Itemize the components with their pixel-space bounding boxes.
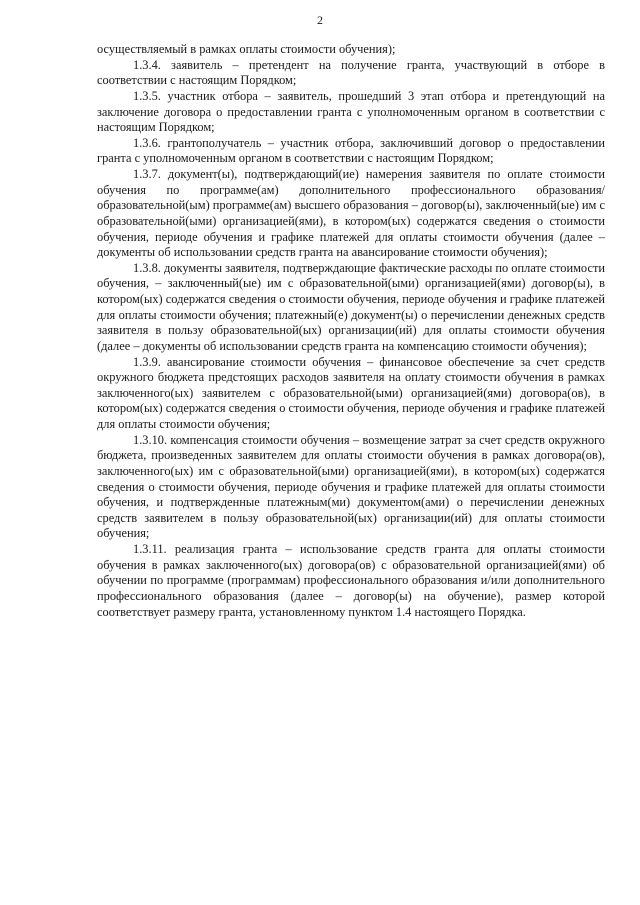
paragraph-1-3-9: 1.3.9. авансирование стоимости обучения – финансовое обеспечение за счет средств окружного бюджета предстоящих расходов заявителя на оплату стоимости обучения в рамках заключенного(ых) заявителем с образовательной(ыми) организацией(ями) договора(ов), в котором(ых) содержатся сведения о стоимости обучения, периоде обучения и графике платежей для оплаты стоимости обучения; <box>97 354 605 431</box>
paragraph-1-3-11: 1.3.11. реализация гранта – использование средств гранта для оплаты стоимости обучения в рамках заключенного(ых) договора(ов) с образовательной организацией(ями) об обучении по программе (программам) профессионального образования и/или дополнительного профессионального образования (далее – договор(ы) на обучение), размер которой соответствует размеру гранта, установленному пунктом 1.4 настоящего Порядка. <box>97 542 605 619</box>
paragraph-1-3-6: 1.3.6. грантополучатель – участник отбора, заключивший договор о предоставлении гранта с уполномоченным органом в соответствии с настоящим Порядком; <box>97 135 605 166</box>
paragraph-1-3-10: 1.3.10. компенсация стоимости обучения – возмещение затрат за счет средств окружного бюджета, произведенных заявителем для оплаты стоимости обучения в рамках договора(ов), заключенного(ых) им с образовательной(ыми) организацией(ями), в котором(ых) содержатся сведения о стоимости обучения, периоде обучения и графике платежей для оплаты стоимости обучения, и подтвержденные платежным(ми) документом(ами) о перечислении денежных средств заявителем в пользу образовательной(ых) организации(ий) для оплаты стоимости обучения; <box>97 432 605 541</box>
paragraph-continuation: осуществляемый в рамках оплаты стоимости обучения); <box>97 42 396 56</box>
paragraph-1-3-4: 1.3.4. заявитель – претендент на получение гранта, участвующий в отборе в соответствии с настоящим Порядком; <box>97 57 605 88</box>
page-number: 2 <box>317 13 323 27</box>
paragraph-1-3-8: 1.3.8. документы заявителя, подтверждающие фактические расходы по оплате стоимости обучения, – заключенный(ые) им с образовательной(ыми) организацией(ями) договор(ы), в котором(ых) содержатся сведения о стоимости обучения, периоде обучения и графике платежей для оплаты стоимости обучения; платежный(е) документ(ы) о перечислении денежных средств заявителя в пользу образовательной(ых) организации(ий) для оплаты стоимости обучения (далее – документы об использовании средств гранта на компенсацию стоимости обучения); <box>97 260 605 353</box>
paragraph-1-3-5: 1.3.5. участник отбора – заявитель, прошедший 3 этап отбора и претендующий на заключение договора о предоставлении гранта с уполномоченным органом в соответствии с настоящим Порядком; <box>97 88 605 135</box>
paragraph-1-3-7: 1.3.7. документ(ы), подтверждающий(ие) намерения заявителя по оплате стоимости обучения по программе(ам) дополнительного профессионального образования/образовательной(ым) программе(ам) высшего образования – договор(ы), заключенный(ые) им с образовательной(ыми) организацией(ями), в котором(ых) содержатся сведения о стоимости обучения, периоде обучения и графике платежей для оплаты стоимости обучения (далее – документы об использовании средств гранта на авансирование стоимости обучения); <box>97 167 605 260</box>
document-body <box>97 42 605 620</box>
